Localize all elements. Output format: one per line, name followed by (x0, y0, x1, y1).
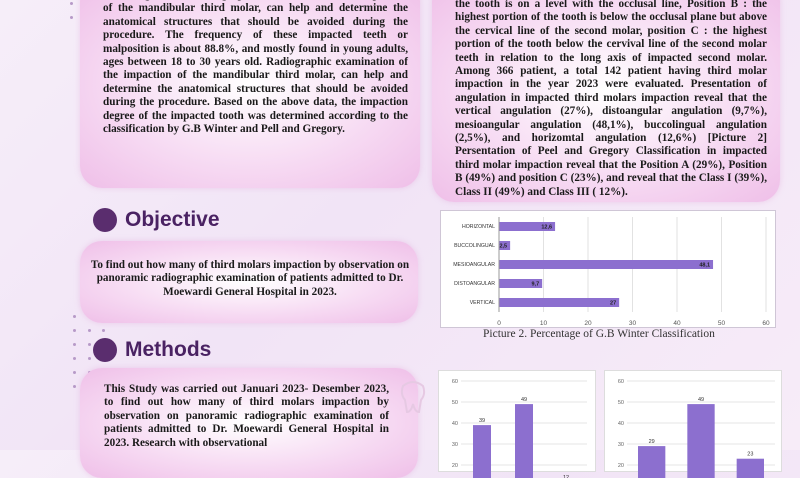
bar-0 (473, 425, 491, 478)
bar-2 (737, 459, 764, 478)
y-tick-label-5: 50 (451, 400, 458, 406)
data-label-0: 39 (478, 418, 486, 425)
data-label-2: 23 (747, 451, 754, 458)
y-tick-label-6: 60 (617, 379, 624, 385)
bar-1 (687, 404, 714, 478)
chart-caption: Picture 2. Percentage of G.B Winter Classification (483, 328, 715, 340)
class-chart-svg (439, 371, 595, 478)
data-label-0: 12,6 (541, 224, 553, 231)
bar-2 (499, 260, 713, 269)
y-tick-label-3: 30 (617, 442, 624, 448)
x-tick-label-6: 60 (762, 320, 770, 327)
data-label-1: 2,5 (499, 243, 508, 250)
bar-4 (499, 298, 619, 307)
data-label-3: 9,7 (531, 281, 540, 288)
y-tick-label-2: 20 (617, 463, 624, 469)
pell-gregory-class-chart (438, 370, 596, 478)
data-label-2: 12 (562, 474, 570, 478)
tooth-watermark-icon (398, 380, 428, 414)
pell-gregory-position-chart (604, 370, 782, 472)
data-label-4: 27 (610, 300, 617, 307)
position-chart-svg (605, 371, 781, 471)
objective-title: Objective (125, 208, 220, 231)
y-tick-label-2: 20 (451, 463, 458, 469)
winter-classification-chart (440, 210, 776, 328)
x-tick-label-4: 40 (673, 320, 681, 327)
bullet-circle-icon (93, 338, 117, 362)
data-label-1: 49 (697, 397, 705, 404)
category-label-0: HORIZONTAL (461, 224, 495, 230)
methods-title: Methods (125, 338, 212, 361)
objective-text: To find out how many of third molars impaction by observation on panoramic radiographic examination of patients admitted to Dr. Moewardi General Hospital in 2023. (90, 259, 410, 298)
y-tick-label-6: 60 (451, 379, 458, 385)
data-label-1: 49 (520, 397, 528, 404)
bar-0 (638, 446, 665, 478)
methods-text: This Study was carried out Januari 2023- Desember 2023, to find out how many of third molars impaction by observation on panoramic radiographic examination of patients admitted to Dr. Moewardi General Hospital in 2023. Research with observational (104, 383, 389, 449)
data-label-2: 48,1 (699, 262, 711, 269)
objective-heading (93, 208, 220, 232)
y-tick-label-5: 50 (617, 400, 624, 406)
category-label-1: BUCCOLINGUAL (454, 243, 495, 249)
winter-chart-svg (441, 211, 775, 327)
y-tick-label-4: 40 (451, 421, 458, 427)
x-tick-label-1: 10 (539, 320, 548, 327)
y-tick-label-3: 30 (451, 442, 458, 448)
x-tick-label-0: 0 (497, 320, 501, 327)
bar-1 (515, 404, 533, 478)
methods-heading (93, 338, 211, 362)
bullet-circle-icon (93, 208, 117, 232)
x-tick-label-3: 30 (628, 320, 637, 327)
results-text: the tooth is on a level with the occlusal line, Position B : the highest portion of the tooth is below the occlusal plane but above the cervical line of the second molar, position C : the highest portion of the tooth below the cervival line of the second molar teeth in relation to the long axis of impacted second molar. Among 366 patient, a total 142 patient having third molar impaction in the year 2023 were evaluated. Presentation of angulation in impacted third molars impaction reveal that the vertical angulation (27%), distoangular angulation (9,7%), mesioangular angulation (48,1%), buccolingual angulation (2,5%), and horizomtal angulation (12,6%) [Picture 2] Persentation of Peel and Gregory Classification in impacted third molar impaction reveal that the Position A (29%), Position B (49%) and position C (23%), and reveal that the Class I (39%), Class II (49%) and Class III ( 12%). (455, 0, 767, 198)
category-label-2: MESIOANGULAR (453, 262, 495, 268)
x-tick-label-2: 20 (584, 320, 592, 327)
data-label-0: 29 (648, 439, 655, 446)
y-tick-label-4: 40 (617, 421, 624, 427)
intro-text: of the mandibular third molar, can help and determine the anatomical structures that should be avoided during the procedure. The frequency of these impacted teeth or malposition is about 88.8%, and mostly found in young adults, ages between 18 to 30 years old. Radiographic examination of the impaction of the mandibular third molar, can help and determine the anatomical structures that should be avoided during the procedure. Based on the above data, the impaction degree of the impacted tooth was determined according to the classification by G.B Winter and Pell and Gregory. (103, 2, 408, 136)
x-tick-label-5: 50 (717, 320, 726, 327)
category-label-4: VERTICAL (469, 300, 495, 306)
category-label-3: DISTOANGULAR (454, 281, 495, 287)
